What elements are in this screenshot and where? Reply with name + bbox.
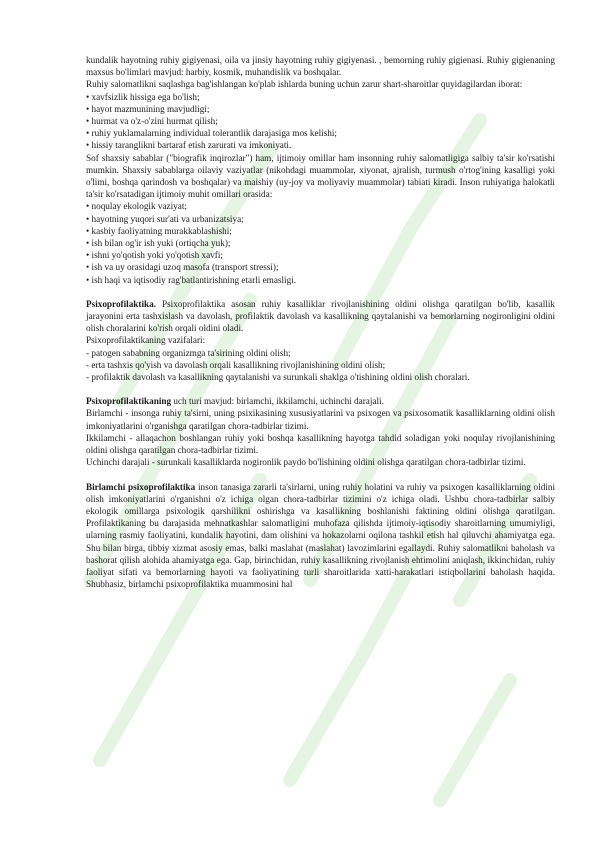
paragraph-heading: Psixoprofilaktikaning: [86, 396, 172, 407]
paragraph-text: • ish haqi va iqtisodiy rag'batlantirishning etarli emasligi.: [86, 274, 297, 285]
paragraph: [86, 103, 555, 115]
paragraph: [86, 237, 555, 249]
paragraph-text: Psixoprofilaktikaning vazifalari:: [86, 335, 206, 346]
paragraph: [86, 347, 555, 359]
paragraph: [86, 115, 555, 127]
paragraph-spacer: [86, 383, 555, 395]
paragraph-text: • xavfsizlik hissiga ega bo'lish;: [86, 91, 200, 102]
paragraph-text: Ruhiy salomatlikni saqlashga bag'ishlangan ko'plab ishlarda buning uchun zarur shart-sharoitlar quyidagilardan iborat:: [86, 79, 523, 90]
document-page: [86, 54, 555, 590]
paragraph-text: - patogen sababning organizmga ta'sirining oldini olish;: [86, 347, 291, 358]
paragraph: [86, 213, 555, 225]
paragraph-spacer: [86, 469, 555, 481]
paragraph-text: • hayot mazmunining mavjudligi;: [86, 103, 210, 114]
paragraph-text: • noqulay ekologik vaziyat;: [86, 201, 187, 212]
paragraph-text: - profilaktik davolash va kasallikning qaytalanishi va surunkali shaklga o'tishining oldini olish choralari.: [86, 372, 470, 383]
paragraph-text: • ish bilan og'ir ish yuki (ortiqcha yuk);: [86, 238, 231, 249]
paragraph: [86, 298, 555, 335]
paragraph-spacer: [86, 286, 555, 298]
paragraph: [86, 456, 555, 468]
paragraph: [86, 261, 555, 273]
paragraph: [86, 249, 555, 261]
paragraph: [86, 200, 555, 212]
paragraph-text: • hayotning yuqori sur'ati va urbanizatsiya;: [86, 213, 244, 224]
paragraph: [86, 371, 555, 383]
paragraph-text: inson tanasiga zararli ta'sirlarni, uning ruhiy holatini va ruhiy va psixogen kasalliklarning oldini olish imkoniyatlarini o'rganishni o'z ichiga olgan chora-tadbirlar tizimini o'z ichiga oladi. Ushbu chora-tadbirlar salbiy ekologik omillarga psixologik qarshilikni oshirishga va kasallikning boshlanishi faktining oldini olishga qaratilgan. Profilaktikaning bu darajasida mehnatkashlar salomatligini muhofaza qilishda ijtimoiy-iqtisodiy sharoitlarning umumiyligi, ularning rasmiy faoliyatini, kundalik hayotini, dam olishini va hokazolarni oqilona tashkil etish hal qiluvchi ahamiyatga ega. Shu bilan birga, tibbiy xizmat asosiy emas, balki maslahat (maslahat) lavozimlarini egallaydi. Ruhiy salomatlikni baholash va bashorat qilish alohida ahamiyatga ega. Gap, birinchidan, ruhiy kasallikning rivojlanish ehtimolini aniqlash, ikkinchidan, ruhiy faoliyat sifati va bemorlarning hayoti va faoliyatining turli sharoitlarida xatti-harakatlari istiqbollarini baholash haqida. Shubhasiz, birlamchi psixoprofilaktika muammosini hal: [86, 481, 555, 590]
paragraph-text: • hissiy taranglikni bartaraf etish zarurati va imkoniyati.: [86, 140, 292, 151]
paragraph-text: • kasbiy faoliyatning murakkablashishi;: [86, 225, 232, 236]
paragraph-text: Uchinchi darajali - surunkali kasalliklarda nogironlik paydo bo'lishining oldini olishga qaratilgan chora-tadbirlar tizimi.: [86, 457, 526, 468]
paragraph-text: • hurmat va o'z-o'zini hurmat qilish;: [86, 116, 218, 127]
paragraph-text: Psixoprofilaktika asosan ruhiy kasalliklar rivojlanishining oldini olishga qaratilgan bo'lib, kasallik jarayonini erta tashxislash va davolash, profilaktik davolash va kasallikning qaytalanishi va bemorlarning nogironligini oldini olish choralarini ko'rish orqali oldini oladi.: [86, 298, 555, 334]
paragraph-text: • ruhiy yuklamalarning individual tolerantlik darajasiga mos kelishi;: [86, 128, 337, 139]
paragraph: [86, 407, 555, 431]
paragraph: [86, 481, 555, 591]
paragraph-text: • ish va uy orasidagi uzoq masofa (transport stressi);: [86, 262, 279, 273]
paragraph: [86, 91, 555, 103]
paragraph: [86, 78, 555, 90]
paragraph-text: Sof shaxsiy sabablar ("biografik inqirozlar") ham, ijtimoiy omillar ham insonning ruhiy salomatligiga salbiy ta'sir ko'rsatishi mumkin. Shaxsiy sabablarga oilaviy vaziyatlar (nikohdagi muammolar, xiyonat, ajralish, turmush o'rtog'ining kasalligi yoki o'limi, boshqa qarindosh va boshqalar) va maishiy (uy-joy va moliyaviy muammolar) tabiati kiradi. Inson ruhiyatiga halokatli ta'sir ko'rsatadigan ijtimoiy muhit omillari orasida:: [86, 152, 555, 200]
paragraph: [86, 127, 555, 139]
paragraph: [86, 432, 555, 456]
paragraph-heading: Birlamchi psixoprofilaktika: [86, 481, 196, 492]
watermark-stroke: [440, 680, 510, 800]
paragraph: [86, 334, 555, 346]
paragraph: [86, 225, 555, 237]
paragraph: [86, 274, 555, 286]
paragraph: [86, 139, 555, 151]
paragraph-text: kundalik hayotning ruhiy gigiyenasi, oila va jinsiy hayotning ruhiy gigiyenasi. , bemorning ruhiy gigienasi. Ruhiy gigienaning maxsus bo'limlari mavjud: harbiy, kosmik, muhandislik va boshqalar.: [86, 55, 555, 78]
paragraph-text: Ikkilamchi - allaqachon boshlangan ruhiy yoki boshqa kasallikning hayotga tahdid soladigan yoki noqulay rivojlanishining oldini olishga qaratilgan chora-tadbirlar tizimi.: [86, 432, 555, 456]
paragraph: [86, 54, 555, 78]
paragraph-text: - erta tashxis qo'yish va davolash orqali kasallikning rivojlanishining oldini olish;: [86, 359, 386, 370]
paragraph-text: uch turi mavjud: birlamchi, ikkilamchi, uchinchi darajali.: [171, 396, 384, 407]
paragraph: [86, 152, 555, 201]
paragraph-heading: Psixoprofilaktika.: [86, 298, 157, 309]
paragraph-text: Birlamchi - insonga ruhiy ta'sirni, uning psixikasining xususiyatlarini va psixogen va psixosomatik kasalliklarning oldini olish imkoniyatlarini o'rganishga qaratilgan chora-tadbirlar tizimi.: [86, 408, 555, 431]
paragraph: [86, 359, 555, 371]
paragraph-text: • ishni yo'qotish yoki yo'qotish xavfi;: [86, 250, 223, 261]
paragraph: [86, 395, 555, 407]
